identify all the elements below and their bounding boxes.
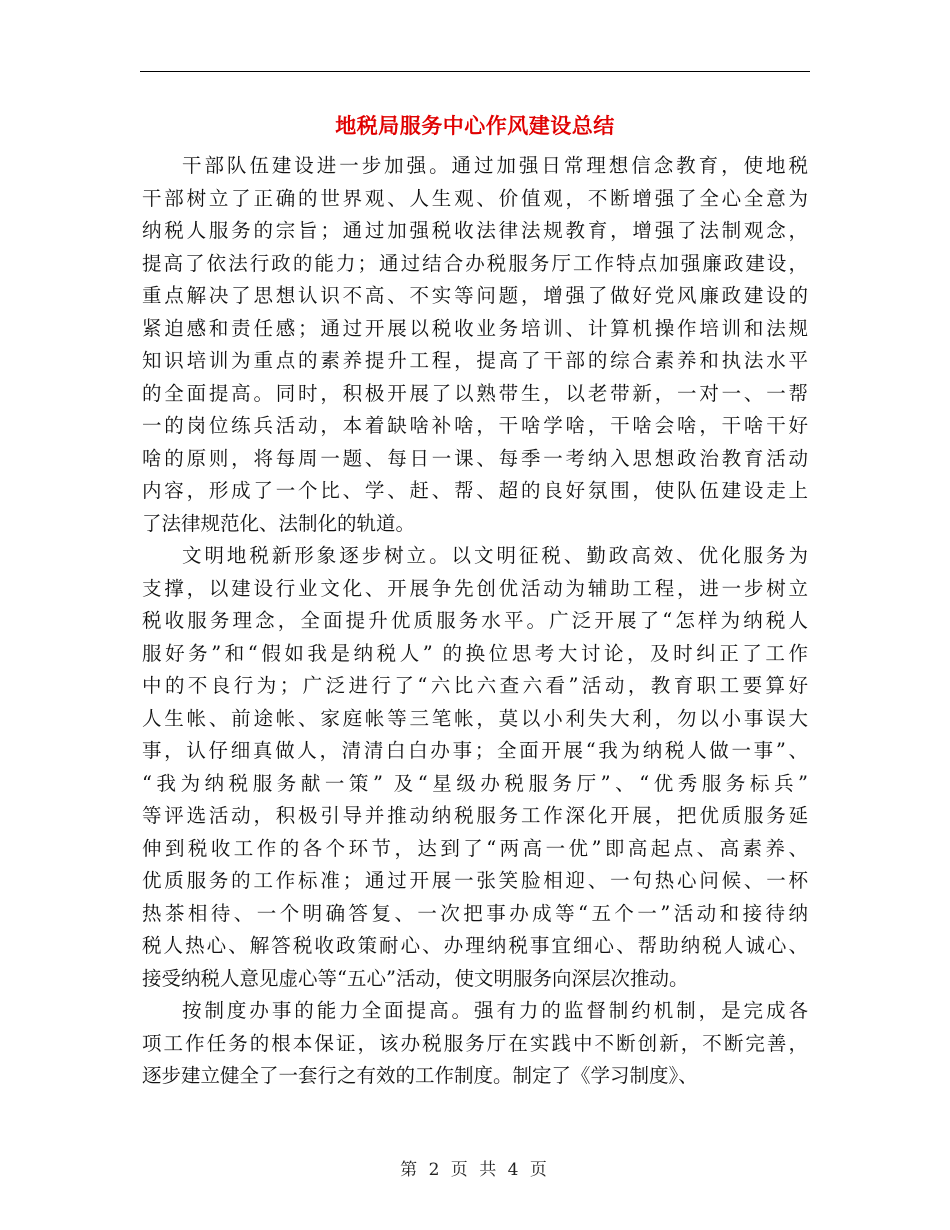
text-line: 知识培训为重点的素养提升工程，提高了干部的综合素养和执法水平 [142, 349, 808, 372]
paragraph-3 [142, 995, 808, 1093]
text-line: 文明地税新形象逐步树立。以文明征税、勤政高效、优化服务为 [182, 544, 808, 567]
text-line: 优质服务的工作标准；通过开展一张笑脸相迎、一句热心问候、一杯 [142, 869, 808, 892]
text-line: 服好务”和“假如我是纳税人” 的换位思考大讨论，及时纠正了工作 [142, 641, 808, 665]
text-line: 提高了依法行政的能力；通过结合办税服务厅工作特点加强廉政建设， [142, 251, 808, 275]
text-line: 纳税人服务的宗旨；通过加强税收法律法规教育，增强了法制观念， [142, 219, 808, 242]
text-line: 逐步建立健全了一套行之有效的工作制度。制定了《学习制度》、 [142, 1064, 698, 1087]
paragraph-1 [142, 150, 808, 540]
text-line: 紧迫感和责任感；通过开展以税收业务培训、计算机操作培训和法规 [142, 316, 808, 340]
text-line: 税人热心、解答税收政策耐心、办理纳税事宜细心、帮助纳税人诚心、 [142, 934, 808, 957]
text-line: 一的岗位练兵活动，本着缺啥补啥，干啥学啥，干啥会啥，干啥干好 [142, 414, 808, 437]
text-line: 人生帐、前途帐、家庭帐等三笔帐，莫以小利失大利，勿以小事误大 [142, 706, 808, 730]
text-line: 中的不良行为；广泛进行了“六比六查六看”活动，教育职工要算好 [142, 674, 808, 697]
header-rule [140, 71, 810, 72]
text-line: 项工作任务的根本保证，该办税服务厅在实践中不断创新，不断完善， [142, 1031, 808, 1055]
text-line: 重点解决了思想认识不高、不实等问题，增强了做好党风廉政建设的 [142, 284, 808, 307]
text-line: 税收服务理念，全面提升优质服务水平。广泛开展了“怎样为纳税人 [142, 609, 808, 632]
text-line: 内容，形成了一个比、学、赶、帮、超的良好氛围，使队伍建设走上 [142, 479, 808, 502]
text-line: 接受纳税人意见虚心等“五心”活动，使文明服务向深层次推动。 [142, 966, 689, 990]
text-line: 热茶相待、一个明确答复、一次把事办成等“五个一”活动和接待纳 [142, 901, 808, 925]
paragraph-2 [142, 540, 808, 995]
text-line: “我为纳税服务献一策” 及“星级办税服务厅”、“优秀服务标兵” [142, 771, 808, 795]
text-line: 支撑，以建设行业文化、开展争先创优活动为辅助工程，进一步树立 [142, 576, 808, 600]
text-line: 按制度办事的能力全面提高。强有力的监督制约机制，是完成各 [182, 999, 808, 1022]
text-line: 的全面提高。同时，积极开展了以熟带生，以老带新，一对一、一帮 [142, 381, 808, 405]
document-title: 地税局服务中心作风建设总结 [335, 114, 615, 138]
document-body [142, 150, 808, 1093]
text-line: 干部队伍建设进一步加强。通过加强日常理想信念教育，使地税 [182, 154, 808, 177]
text-line: 了法律规范化、法制化的轨道。 [142, 511, 416, 535]
text-line: 等评选活动，积极引导并推动纳税服务工作深化开展，把优质服务延 [142, 804, 808, 827]
text-line: 事，认仔细真做人，清清白白办事；全面开展“我为纳税人做一事”、 [142, 739, 808, 762]
text-line: 干部树立了正确的世界观、人生观、价值观，不断增强了全心全意为 [142, 186, 808, 210]
page-footer: 第 2 页 共 4 页 [400, 1160, 550, 1180]
text-line: 啥的原则，将每周一题、每日一课、每季一考纳入思想政治教育活动 [142, 446, 808, 470]
text-line: 伸到税收工作的各个环节，达到了“两高一优”即高起点、高素养、 [142, 836, 808, 860]
